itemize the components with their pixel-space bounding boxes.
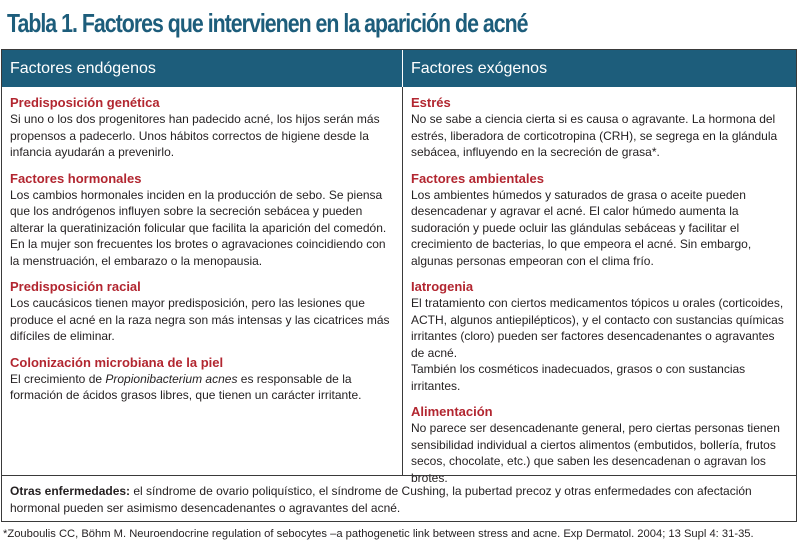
reference-footnote: *Zouboulis CC, Böhm M. Neuroendocrine regulation of sebocytes –a pathogenetic link between stress and acne. Exp Dermatol. 2004; 13 Supl 4: 31-35. [3, 528, 754, 540]
section-paragraph: No se sabe a ciencia cierta si es causa o agravante. La hormona del estrés, liberadora de corticotropina (CRH), se segrega en la glándula sebácea, influyendo en la secreción de grasa*. [411, 112, 778, 159]
section-body [411, 111, 788, 161]
section-paragraph: También los cosméticos inadecuados, grasos o con sustancias irritantes. [411, 362, 746, 393]
other-diseases-text: el síndrome de ovario poliquístico, el síndrome de Cushing, la pubertad precoz y otras enfermedades con afectación hormonal pueden ser asimismo desencadenantes o agravantes del acné. [10, 484, 752, 515]
body-suffix: es responsable de la formación de ácidos grasos libres, que tienen un carácter irritante. [10, 371, 362, 402]
section-hormonal [10, 170, 394, 270]
section-title: Estrés [411, 95, 451, 110]
section-microbial [10, 354, 394, 404]
section-paragraph [10, 371, 394, 404]
exogenous-column [402, 87, 796, 485]
section-environmental [411, 170, 788, 270]
section-paragraph: Los cambios hormonales inciden en la producción de sebo. Se piensa que los andrógenos influyen sobre la secreción sebácea y pueden alterar la queratinización folicular que facilita la aparición del comedón. [10, 187, 387, 235]
section-title: Alimentación [411, 404, 493, 419]
section-paragraph: Si uno o los dos progenitores han padecido acné, los hijos serán más propensos a padecerlo. Unos hábitos correctos de higiene desde la infancia ayudarán a prevenirlo. [10, 112, 380, 159]
endogenous-column [2, 87, 402, 475]
section-body [10, 295, 394, 345]
table-title: Tabla 1. Factores que intervienen en la aparición de acné [7, 8, 528, 38]
section-paragraph: Los ambientes húmedos y saturados de grasa o aceite pueden desencadenar y agravar el acné. El calor húmedo aumenta la sudoración y puede ocluir las glándulas sebáceas y facilitar el crecimiento de bacterias, lo que empeora el acné. Sin embargo, algunas personas empeoran con el clima frío. [411, 187, 752, 268]
section-genetic [10, 94, 394, 161]
bacteria-name: Propionibacterium acnes [105, 371, 238, 386]
section-racial [10, 278, 394, 345]
section-body [411, 187, 788, 270]
section-body [10, 371, 394, 404]
section-paragraph: No parece ser desencadenante general, pero ciertas personas tienen sensibilidad individual a ciertos alimentos (embutidos, bollería, frutos secos, chocolate, etc.) que saben les desencadenan o agravan los brotes. [411, 421, 780, 485]
other-diseases-row [2, 475, 796, 521]
section-title: Colonización microbiana de la piel [10, 354, 224, 370]
section-title: Iatrogenia [411, 279, 474, 294]
header-endogenous: Factores endógenos [10, 60, 156, 77]
section-body [10, 187, 394, 270]
section-paragraph: El tratamiento con ciertos medicamentos tópicos u orales (corticoides, ACTH, algunos antiepilépticos), y el contacto con sustancias químicas irritantes (cloro) pueden ser factores desencadenantes o agravantes de acné. [411, 296, 784, 360]
body-prefix: El crecimiento de [10, 371, 106, 386]
header-exogenous: Factores exógenos [402, 50, 796, 87]
section-iatrogenic [411, 278, 788, 394]
section-body [411, 295, 788, 394]
table-header-row [2, 50, 796, 87]
section-title: Predisposición genética [10, 95, 160, 110]
section-title: Factores ambientales [411, 170, 544, 186]
section-diet [411, 403, 788, 486]
factors-table [1, 49, 797, 522]
section-stress [411, 94, 788, 161]
section-title: Factores hormonales [10, 170, 142, 186]
other-diseases-label: Otras enfermedades: [10, 484, 131, 498]
section-paragraph: Los caucásicos tienen mayor predisposición, pero las lesiones que produce el acné en la raza negra son más intensas y las cicatrices más difíciles de eliminar. [10, 296, 390, 343]
section-title: Predisposición racial [10, 279, 141, 294]
section-body [10, 111, 394, 161]
section-paragraph: En la mujer son frecuentes los brotes o agravaciones coincidiendo con la menstruación, el embarazo o la menopausia. [10, 237, 386, 268]
